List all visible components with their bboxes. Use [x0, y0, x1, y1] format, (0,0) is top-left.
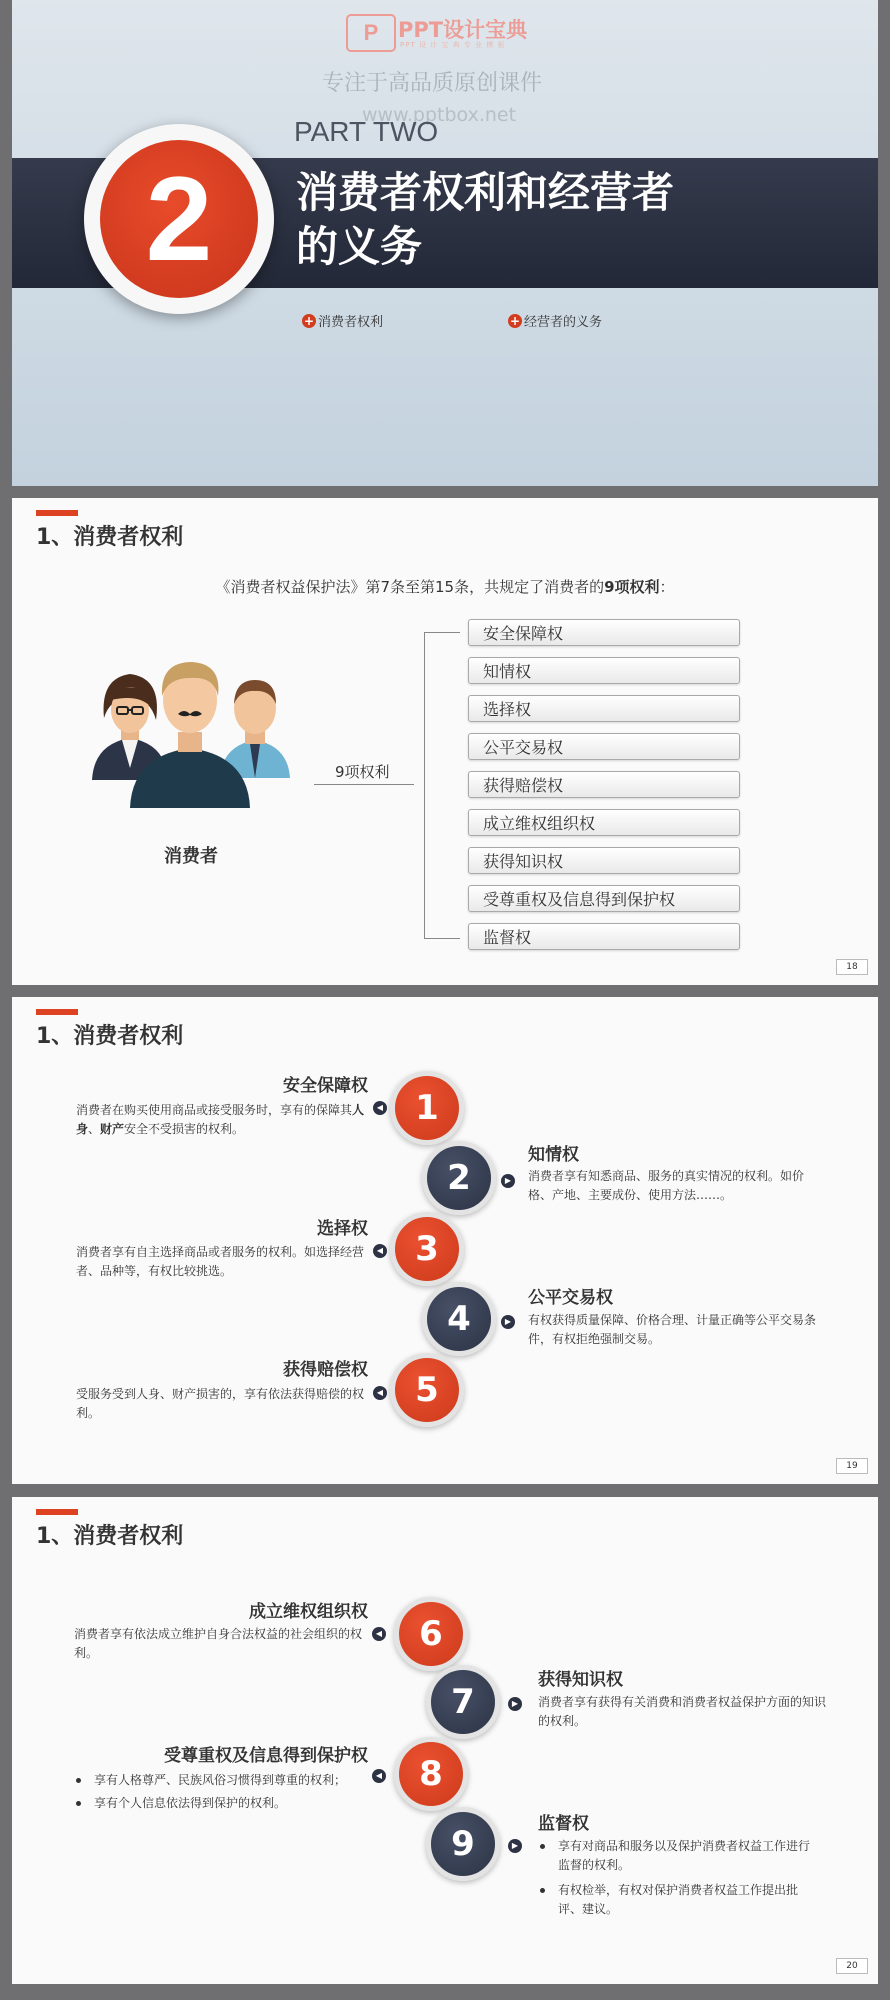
- right-title: 安全保障权: [283, 1076, 368, 1096]
- watermark-brand: PPT设计宝典: [398, 18, 528, 42]
- cover-slide: [12, 0, 878, 486]
- right-title: 监督权: [538, 1814, 589, 1834]
- right-desc: 有权获得质量保障、价格合理、计量正确等公平交易条件，有权拒绝强制交易。: [528, 1313, 817, 1346]
- rights-overview-slide: [12, 498, 878, 985]
- right-bullets: [538, 1837, 818, 1919]
- number-circle: 1: [390, 1071, 464, 1145]
- number-circle: 8: [394, 1737, 468, 1811]
- cover-title-line2: 的义务: [296, 222, 423, 271]
- right-box: 获得知识权: [468, 847, 740, 874]
- number-circle: 9: [426, 1807, 500, 1881]
- arrow-left-icon: ◀: [373, 1386, 387, 1400]
- cover-title-line1: 消费者权利和经营者: [296, 168, 675, 217]
- right-title: 选择权: [317, 1219, 368, 1239]
- right-title: 获得知识权: [538, 1670, 623, 1690]
- right-box: 选择权: [468, 695, 740, 722]
- right-desc: 消费者享有依法成立维护自身合法权益的社会组织的权利。: [74, 1627, 363, 1660]
- bullet-item: 有权检举，有权对保护消费者权益工作提出批评、建议。: [538, 1881, 818, 1919]
- right-bullets: [74, 1771, 368, 1813]
- right-desc: 消费者享有自主选择商品或者服务的权利。如选择经营者、品种等，有权比较挑选。: [76, 1245, 365, 1278]
- number-circle: 7: [426, 1665, 500, 1739]
- watermark-logo-icon: P: [346, 14, 396, 52]
- bullet-item: 享有个人信息依法得到保护的权利。: [74, 1794, 368, 1813]
- number-circle: 2: [422, 1141, 496, 1215]
- number-circle: 5: [390, 1353, 464, 1427]
- branch-label: 9项权利: [335, 763, 390, 781]
- right-title: 知情权: [528, 1145, 579, 1165]
- cover-item-operator-duties[interactable]: [508, 311, 602, 330]
- right-title: 公平交易权: [528, 1288, 613, 1308]
- rights-6-9-slide: [12, 1497, 878, 1984]
- right-box: 知情权: [468, 657, 740, 684]
- right-box: 公平交易权: [468, 733, 740, 760]
- page-number: 20: [836, 1958, 868, 1974]
- bracket-tick: [424, 938, 460, 939]
- watermark-brand-sub: PPT 设 计 宝 典 专 业 模 板: [400, 41, 506, 49]
- right-desc: 受服务受到人身、财产损害的，享有依法获得赔偿的权利。: [76, 1387, 365, 1420]
- right-title: 获得赔偿权: [283, 1360, 368, 1380]
- arrow-right-icon: ▶: [508, 1697, 522, 1711]
- number-circle: 3: [390, 1212, 464, 1286]
- bullet-item: 享有对商品和服务以及保护消费者权益工作进行监督的权利。: [538, 1837, 818, 1875]
- consumer-label: 消费者: [164, 846, 218, 867]
- slide-title: 1、消费者权利: [36, 525, 184, 550]
- right-box: 安全保障权: [468, 619, 740, 646]
- arrow-left-icon: ◀: [373, 1101, 387, 1115]
- arrow-left-icon: ◀: [373, 1244, 387, 1258]
- right-box: 受尊重权及信息得到保护权: [468, 885, 740, 912]
- arrow-right-icon: ▶: [501, 1174, 515, 1188]
- right-title: 成立维权组织权: [249, 1602, 368, 1622]
- number-circle: 6: [394, 1597, 468, 1671]
- right-desc: 消费者在购买使用商品或接受服务时，享有的保障其人身、财产安全不受损害的权利。: [76, 1103, 365, 1136]
- slide-title: 1、消费者权利: [36, 1524, 184, 1549]
- arrow-right-icon: ▶: [508, 1839, 522, 1853]
- slide-title: 1、消费者权利: [36, 1024, 184, 1049]
- right-desc: 消费者享有获得有关消费和消费者权益保护方面的知识的权利。: [538, 1695, 827, 1728]
- number-circle: 4: [422, 1282, 496, 1356]
- watermark-url: www.pptbox.net: [362, 104, 517, 126]
- branch-connector: [314, 784, 414, 785]
- page-number: 18: [836, 959, 868, 975]
- arrow-left-icon: ◀: [372, 1627, 386, 1641]
- part-number: 2: [100, 140, 258, 298]
- part-number-badge: [84, 124, 274, 314]
- part-label: PART TWO: [294, 116, 439, 147]
- title-accent-bar: [36, 510, 78, 516]
- right-box: 成立维权组织权: [468, 809, 740, 836]
- page-number: 19: [836, 1458, 868, 1474]
- right-title: 受尊重权及信息得到保护权: [164, 1746, 368, 1766]
- consumers-group-icon: [80, 628, 310, 828]
- bracket-tick: [424, 632, 460, 633]
- right-box: 获得赔偿权: [468, 771, 740, 798]
- bullet-item: 享有人格尊严、民族风俗习惯得到尊重的权利；: [74, 1771, 368, 1790]
- bracket-line: [424, 632, 425, 938]
- title-accent-bar: [36, 1509, 78, 1515]
- plus-icon: +: [509, 313, 521, 328]
- plus-icon: +: [303, 313, 315, 328]
- cover-item-label: 消费者权利: [318, 315, 384, 330]
- arrow-right-icon: ▶: [501, 1315, 515, 1329]
- arrow-left-icon: ◀: [372, 1769, 386, 1783]
- cover-title: [296, 166, 674, 274]
- intro-text: 《消费者权益保护法》第7条至第15条，共规定了消费者的9项权利：: [215, 578, 675, 596]
- cover-item-consumer-rights[interactable]: [302, 311, 383, 330]
- watermark-tagline: 专注于高品质原创课件: [322, 71, 543, 96]
- cover-item-label: 经营者的义务: [524, 315, 603, 330]
- title-accent-bar: [36, 1009, 78, 1015]
- rights-1-5-slide: [12, 997, 878, 1484]
- right-desc: 消费者享有知悉商品、服务的真实情况的权利。如价格、产地、主要成份、使用方法……。: [528, 1169, 805, 1202]
- right-box: 监督权: [468, 923, 740, 950]
